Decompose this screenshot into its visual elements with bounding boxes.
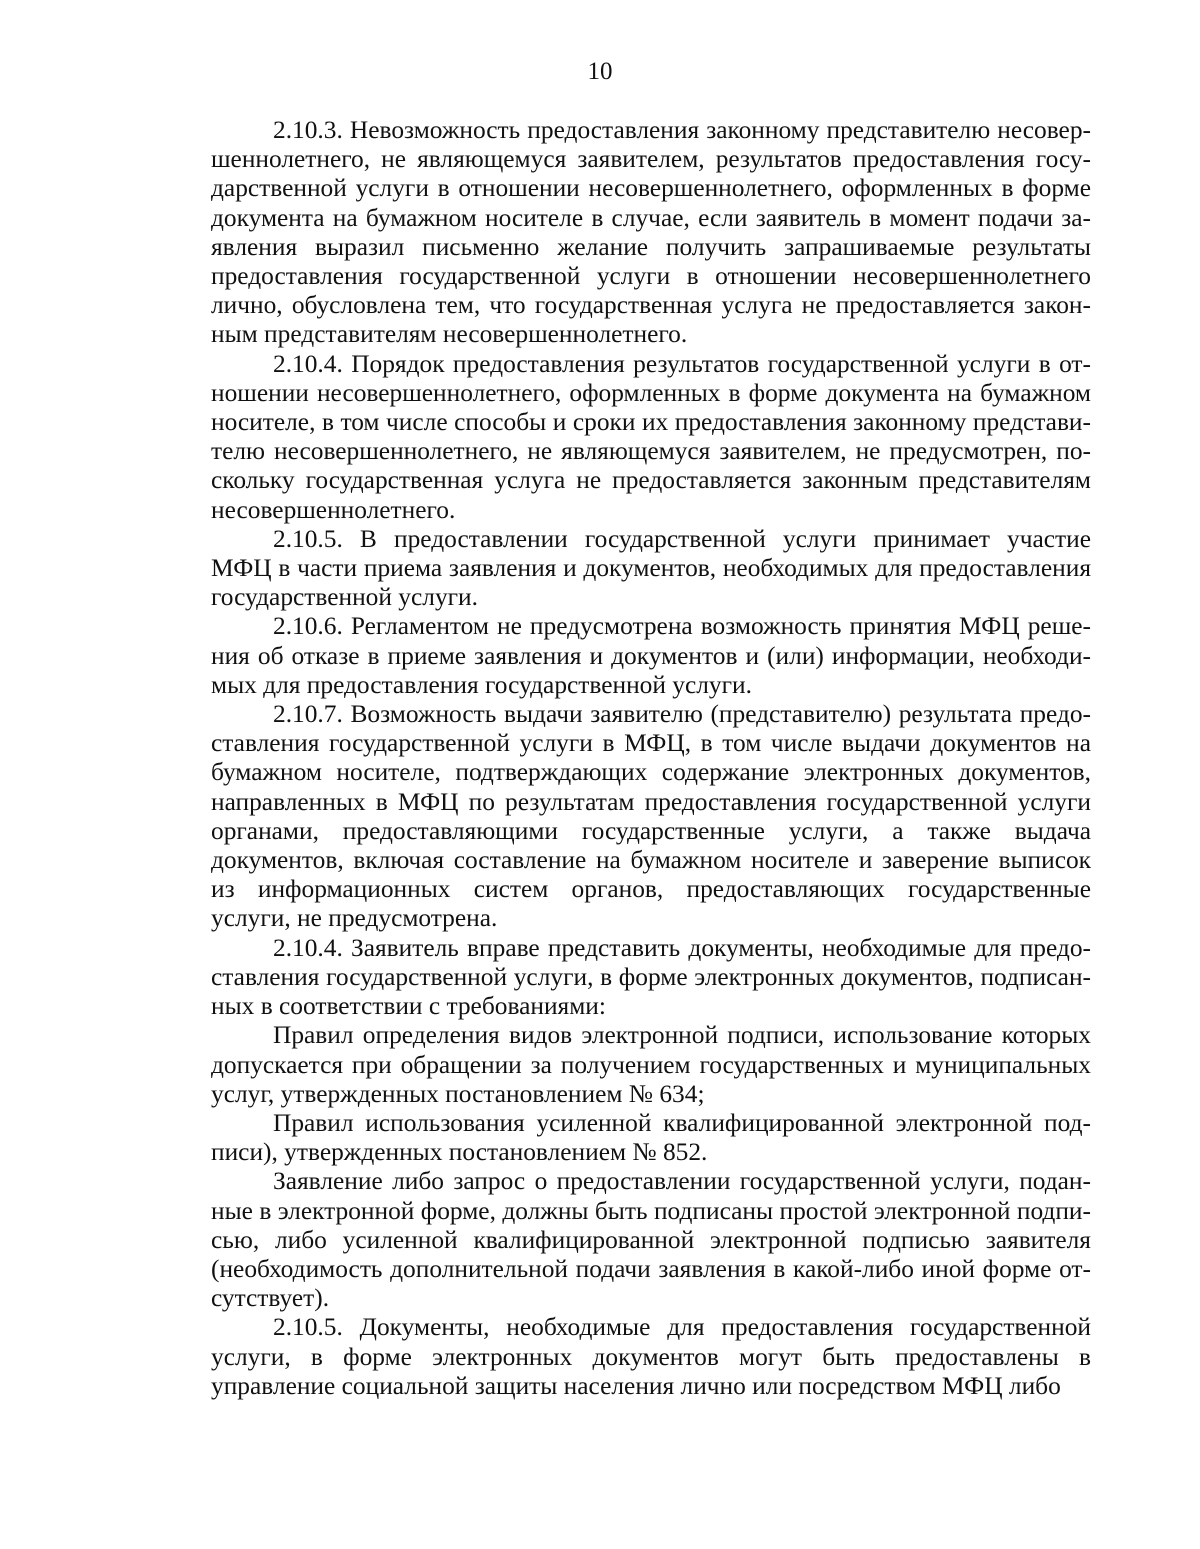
paragraph-2-10-3: 2.10.3. Невозможность предоставления законному представителю несовершеннолетнего, не являющемуся заявителем, результатов предоставления государственной услуги в отношении несовершеннолетнего, оформленных в форме документа на бумажном носителе в случае, если заявитель в момент подачи заявления выразил письменно желание получить запрашиваемые результаты предоставления государственной услуги в отношении несовершеннолетнего лично, обусловлена тем, что государственная услуга не предоставляется законным представителям несовершеннолетнего. [211,116,1091,349]
page-number: 10 [587,58,613,85]
paragraph-2-10-4-order: 2.10.4. Порядок предоставления результатов государственной услуги в отношении несовершеннолетнего, оформленных в форме документа на бумажном носителе, в том числе способы и сроки их предоставления законному представителю несовершеннолетнего, не являющемуся заявителем, не предусмотрен, поскольку государственная услуга не предоставляется законным представителям несовершеннолетнего. [211,349,1091,524]
paragraph-rules-852: Правил использования усиленной квалифицированной электронной подписи), утвержденных постановлением № 852. [211,1108,1091,1167]
paragraph-2-10-7: 2.10.7. Возможность выдачи заявителю (представителю) результата предоставления государственной услуги в МФЦ, в том числе выдачи документов на бумажном носителе, подтверждающих содержание электронных документов, направленных в МФЦ по результатам предоставления государственной услуги органами, предоставляющими государственные услуги, а также выдача документов, включая составление на бумажном носителе и заверение выписок из информационных систем органов, предоставляющих государственные услуги, не предусмотрена. [211,700,1091,933]
paragraph-2-10-4-electronic: 2.10.4. Заявитель вправе представить документы, необходимые для предоставления государственной услуги, в форме электронных документов, подписанных в соответствии с требованиями: [211,933,1091,1021]
paragraph-signature-requirement: Заявление либо запрос о предоставлении государственной услуги, поданные в электронной форме, должны быть подписаны простой электронной подписью, либо усиленной квалифицированной электронной подписью заявителя (необходимость дополнительной подачи заявления в какой-либо иной форме отсутствует). [211,1167,1091,1313]
paragraph-2-10-5-documents: 2.10.5. Документы, необходимые для предоставления государственной услуги, в форме электронных документов могут быть предоставлены в управление социальной защиты населения лично или посредством МФЦ либо [211,1313,1091,1400]
paragraph-rules-634: Правил определения видов электронной подписи, использование которых допускается при обращении за получением государственных и муниципальных услуг, утвержденных постановлением № 634; [211,1021,1091,1108]
document-body [211,116,1091,1401]
paragraph-2-10-5-mfc: 2.10.5. В предоставлении государственной услуги принимает участие МФЦ в части приема заявления и документов, необходимых для предоставления государственной услуги. [211,524,1091,612]
paragraph-2-10-6: 2.10.6. Регламентом не предусмотрена возможность принятия МФЦ решения об отказе в приеме заявления и документов и (или) информации, необходимых для предоставления государственной услуги. [211,612,1091,699]
